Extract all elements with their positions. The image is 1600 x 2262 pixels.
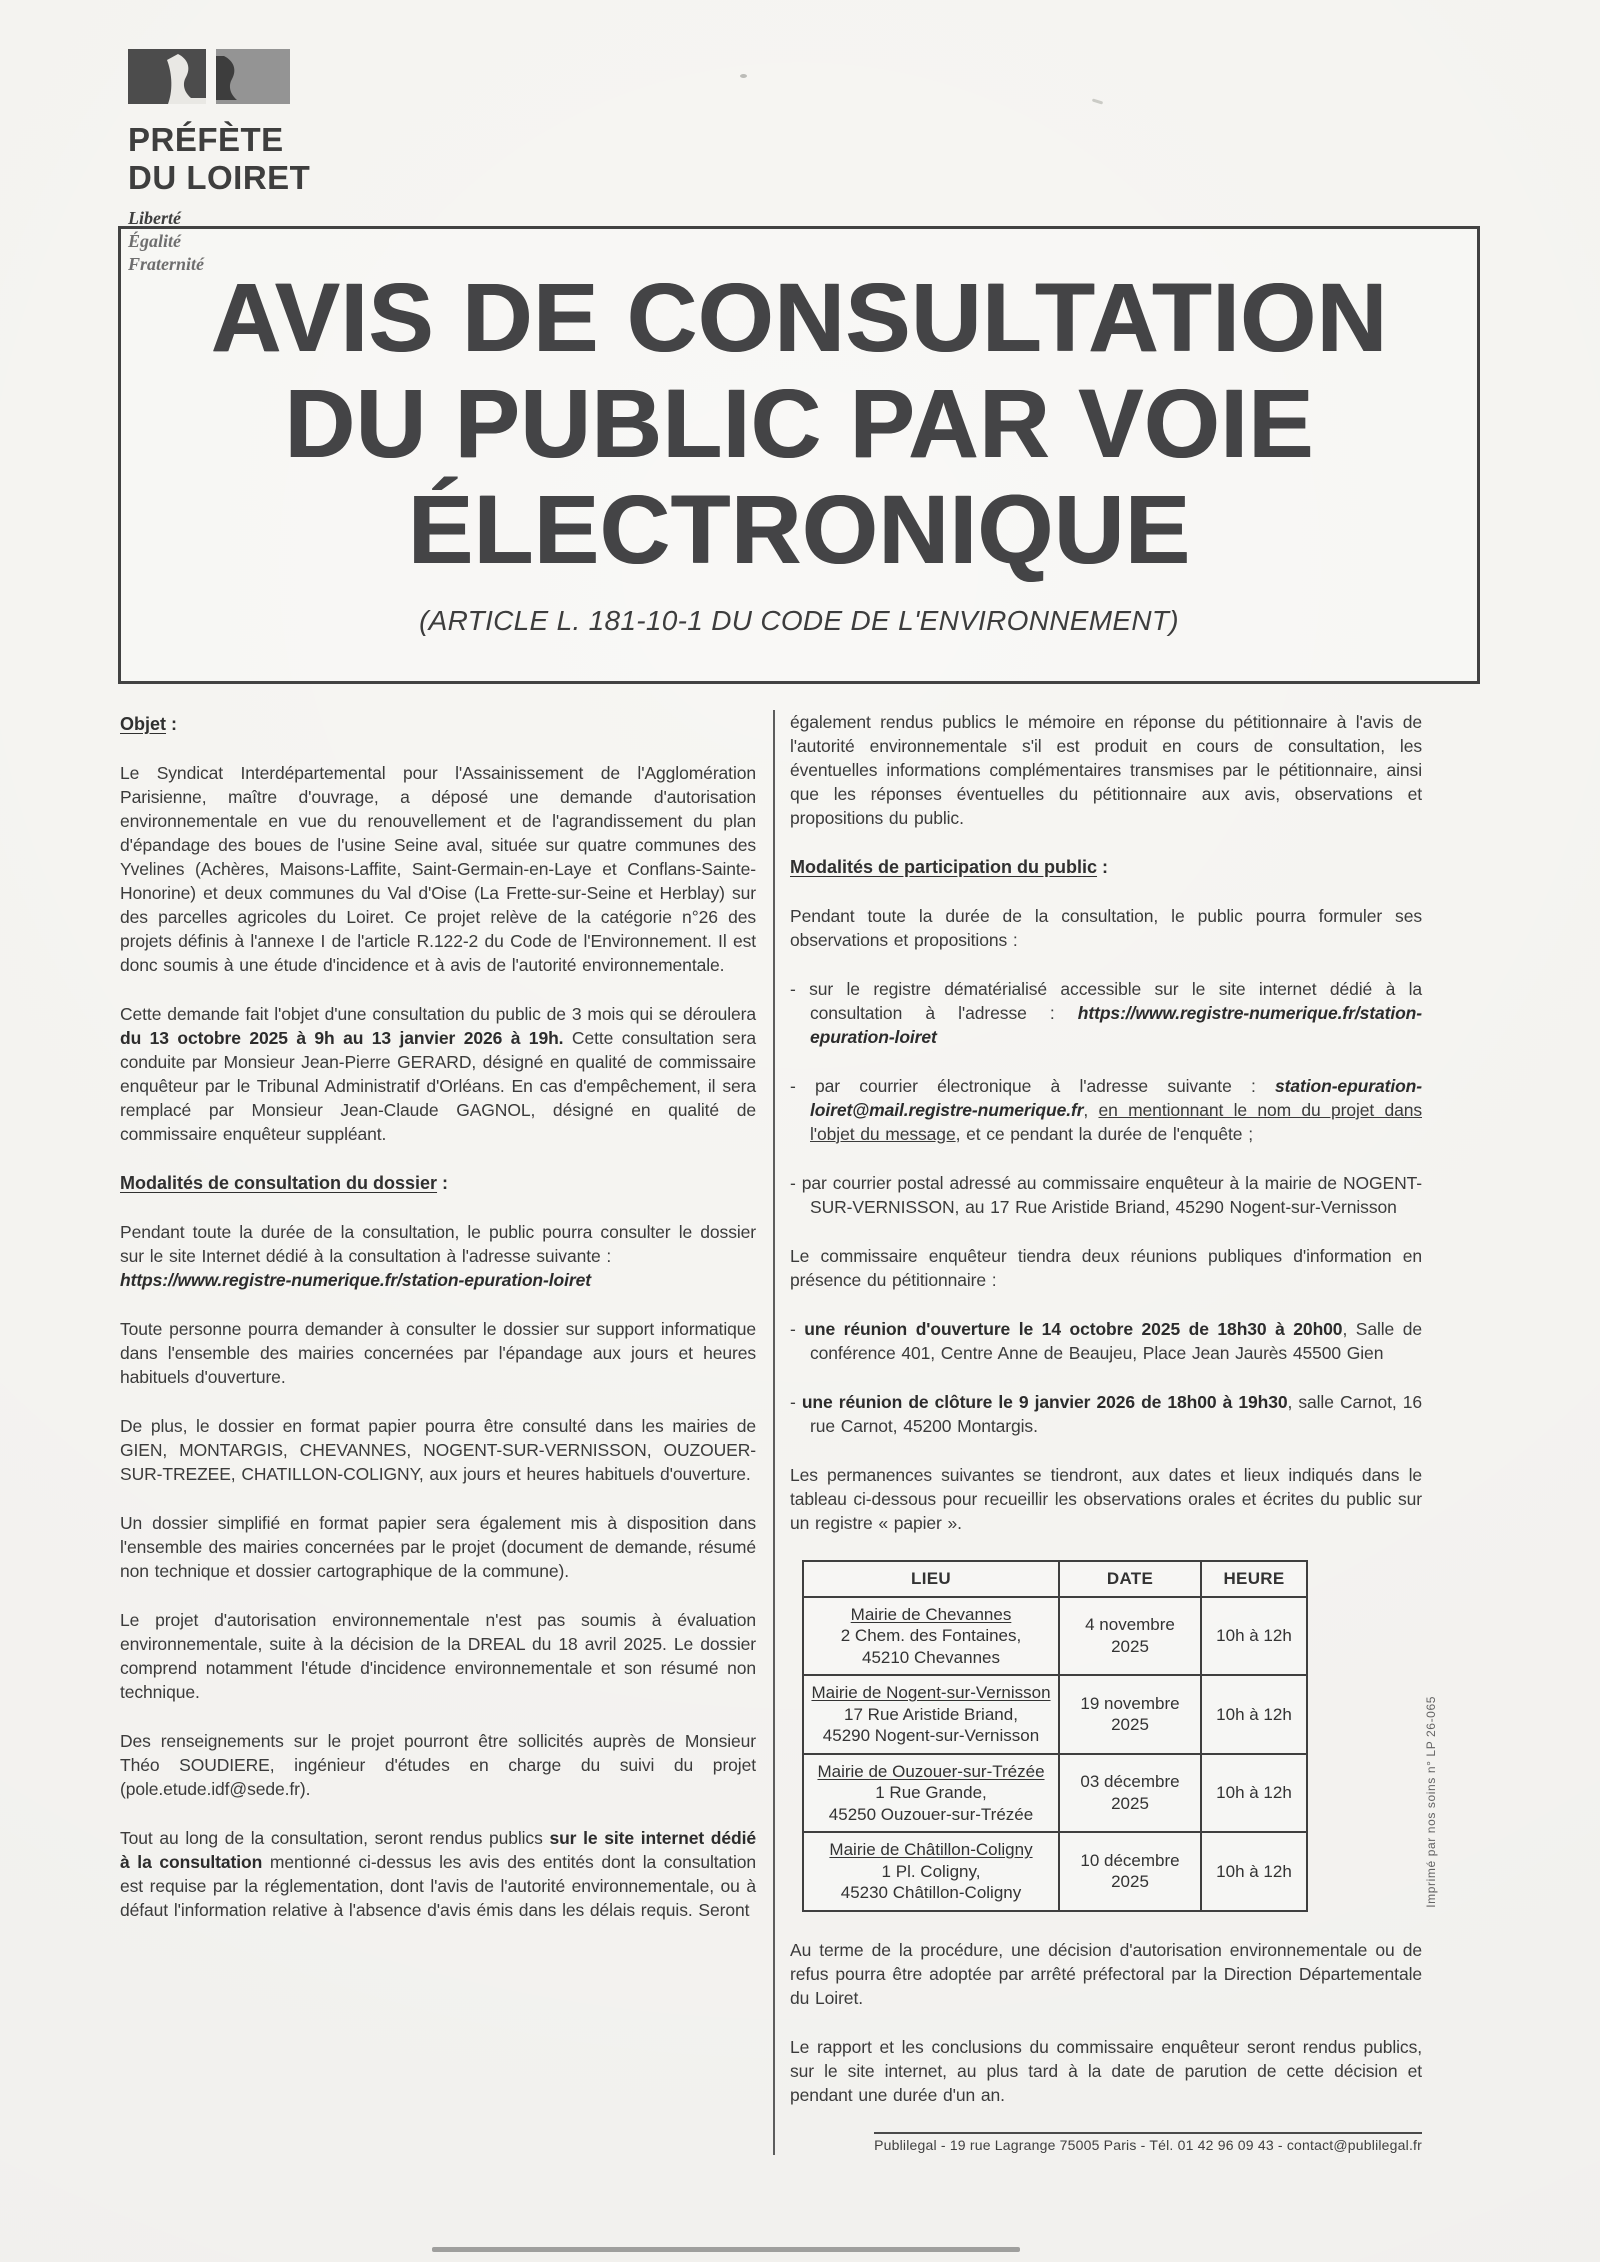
right-column xyxy=(773,710,1422,2155)
scan-artifact-speck xyxy=(1092,98,1103,104)
notice-title xyxy=(121,265,1477,583)
section-heading-modalites-dossier: Modalités de consultation du dossier : xyxy=(120,1173,449,1193)
table-header-lieu: LIEU xyxy=(803,1561,1059,1597)
participation-email-address: station-epuration-loiret@mail.registre-numerique.fr xyxy=(810,1076,1422,1120)
table-cell-date: 19 novembre 2025 xyxy=(1059,1675,1201,1754)
table-cell-heure: 10h à 12h xyxy=(1201,1675,1307,1754)
paragraph-permanences-intro: Les permanences suivantes se tiendront, aux dates et lieux indiqués dans le tableau ci-dessous pour recueillir les observations orales et écrites du public sur un registre « papier ». xyxy=(790,1465,1422,1533)
table-cell-lieu: Mairie de Châtillon-Coligny 1 Pl. Coligny, 45230 Châtillon-Coligny xyxy=(803,1832,1059,1911)
table-row xyxy=(803,1597,1307,1676)
paragraph-objet-description: Le Syndicat Interdépartemental pour l'Assainissement de l'Agglomération Parisienne, maître d'ouvrage, a déposé une demande d'autorisation environnementale en vue du renouvellement et de l'agrandissement du plan d'épandage des boues de l'usine Seine aval, située sur quatre communes des Yvelines (Achères, Maisons-Laffite, Saint-Germain-en-Laye et Conflans-Sainte-Honorine) et deux communes du Val d'Oise (La Frette-sur-Seine et Herblay) sur des parcelles agricoles du Loiret. Ce projet relève de la catégorie n°26 des projets définis à l'annexe I de l'article R.122-2 du Code de l'Environnement. Il est donc soumis à une étude d'incidence et à avis de l'autorité environnementale. xyxy=(120,763,756,975)
table-row xyxy=(803,1832,1307,1911)
table-row xyxy=(803,1675,1307,1754)
table-cell-date: 03 décembre 2025 xyxy=(1059,1754,1201,1833)
table-cell-date: 10 décembre 2025 xyxy=(1059,1832,1201,1911)
motto-liberte: Liberté xyxy=(128,208,181,228)
notice-subtitle: (ARTICLE L. 181-10-1 DU CODE DE L'ENVIRONNEMENT) xyxy=(419,605,1179,636)
marianne-logo-icon xyxy=(128,95,298,112)
consultation-period-dates: du 13 octobre 2025 à 9h au 13 janvier 2026 à 19h. xyxy=(120,1028,564,1048)
prefecture-name-line1: PRÉFÈTE xyxy=(128,121,284,158)
notice-title-line2: DU PUBLIC PAR VOIE xyxy=(284,369,1314,478)
bullet-reunion-ouverture: - une réunion d'ouverture le 14 octobre 2025 de 18h30 à 20h00, Salle de conférence 401, Centre Anne de Beaujeu, Place Jean Jaurès 45500 Gien xyxy=(790,1319,1423,1363)
paragraph-consultation-dates: Cette demande fait l'objet d'une consultation du public de 3 mois qui se déroulera du 13 octobre 2025 à 9h au 13 janvier 2026 à 19h. Cette consultation sera conduite par Monsieur Jean-Pierre GERARD, désigné en qualité de commissaire enquêteur par le Tribunal Administratif d'Orléans. En cas d'empêchement, il sera remplacé par Monsieur Jean-Claude GAGNOL, désigné en qualité de commissaire enquêteur suppléant. xyxy=(120,1004,757,1144)
paragraph-decision-dreal: Le projet d'autorisation environnementale n'est pas soumis à évaluation environnementale, suite à la décision de la DREAL du 18 avril 2025. Le dossier comprend notamment l'étude d'incidence environnementale et son résumé non technique. xyxy=(120,1610,756,1702)
table-cell-lieu: Mairie de Nogent-sur-Vernisson 17 Rue Aristide Briand, 45290 Nogent-sur-Vernisson xyxy=(803,1675,1059,1754)
paragraph-reunions-publiques: Le commissaire enquêteur tiendra deux réunions publiques d'information en présence du pétitionnaire : xyxy=(790,1246,1422,1290)
table-row xyxy=(803,1754,1307,1833)
notice-title-line3: ÉLECTRONIQUE xyxy=(407,475,1191,584)
scan-artifact-speck xyxy=(740,74,747,78)
notice-body xyxy=(120,710,1422,2155)
consultation-registry-url: https://www.registre-numerique.fr/station-epuration-loiret xyxy=(120,1270,591,1290)
left-column xyxy=(120,710,756,2155)
motto-egalite: Égalité xyxy=(128,231,181,251)
table-cell-date: 4 novembre 2025 xyxy=(1059,1597,1201,1676)
paragraph-rapport-conclusions: Le rapport et les conclusions du commissaire enquêteur seront rendus publics, sur le site internet, au plus tard à la date de parution de cette décision et pendant une durée d'un an. xyxy=(790,2036,1422,2105)
paragraph-dossier-simplifie: Un dossier simplifié en format papier sera également mis à disposition dans l'ensemble des mairies concernées par le projet (document de demande, résumé non technique et dossier cartographique de la commune). xyxy=(120,1513,756,1581)
table-cell-heure: 10h à 12h xyxy=(1201,1754,1307,1833)
section-heading-objet: Objet : xyxy=(120,714,178,734)
table-header-row xyxy=(803,1561,1307,1597)
bullet-courrier-electronique: - par courrier électronique à l'adresse suivante : station-epuration-loiret@mail.registre-numerique.fr, en mentionnant le nom du projet dans l'objet du message, et ce pendant la durée de l'enquête ; xyxy=(790,1076,1422,1144)
section-heading-participation: Modalités de participation du public : xyxy=(790,857,1109,877)
paragraph-formuler-observations: Pendant toute la durée de la consultation, le public pourra formuler ses observations et propositions : xyxy=(790,906,1422,950)
publisher-footer-line: Publilegal - 19 rue Lagrange 75005 Paris - Tél. 01 42 96 09 43 - contact@publilegal.fr xyxy=(874,2132,1422,2153)
participation-registry-url: https://www.registre-numerique.fr/station-epuration-loiret xyxy=(810,1003,1422,1047)
table-cell-heure: 10h à 12h xyxy=(1201,1832,1307,1911)
publisher-footer xyxy=(790,2132,1422,2155)
scan-artifact-bottom-bar xyxy=(432,2247,1020,2252)
table-header-date: DATE xyxy=(1059,1561,1201,1597)
paragraph-decision-finale: Au terme de la procédure, une décision d'autorisation environnementale ou de refus pourra être adoptée par arrêté préfectoral par la Direction Départementale du Loiret. xyxy=(790,1939,1422,2008)
table-header-heure: HEURE xyxy=(1201,1561,1307,1597)
table-cell-lieu: Mairie de Ouzouer-sur-Trézée 1 Rue Grande, 45250 Ouzouer-sur-Trézée xyxy=(803,1754,1059,1833)
prefecture-name xyxy=(128,121,310,197)
permanences-table xyxy=(802,1560,1308,1912)
notice-title-line1: AVIS DE CONSULTATION xyxy=(210,263,1388,372)
motto-fraternite: Fraternité xyxy=(128,254,205,274)
print-reference-side-note: Imprimé par nos soins n° LP 26-065 xyxy=(1424,1696,1438,1908)
prefecture-name-line2: DU LOIRET xyxy=(128,159,311,196)
table-cell-heure: 10h à 12h xyxy=(1201,1597,1307,1676)
paragraph-support-informatique: Toute personne pourra demander à consulter le dossier sur support informatique dans l'ensemble des mairies concernées par l'épandage aux jours et heures habituels d'ouverture. xyxy=(120,1319,756,1387)
bullet-reunion-cloture: - une réunion de clôture le 9 janvier 2026 de 18h00 à 19h30, salle Carnot, 16 rue Carnot, 45200 Montargis. xyxy=(790,1392,1422,1436)
paragraph-consultation-site: Pendant toute la durée de la consultation, le public pourra consulter le dossier sur le site Internet dédié à la consultation à l'adresse suivante : https://www.registre-numerique.fr/station-epuration-loiret xyxy=(120,1222,756,1290)
bullet-courrier-postal: - par courrier postal adressé au commissaire enquêteur à la mairie de NOGENT-SUR-VERNISSON, au 17 Rue Aristide Briand, 45290 Nogent-sur-Vernisson xyxy=(790,1173,1422,1217)
bullet-registre-dematerialise: - sur le registre dématérialisé accessible sur le site internet dédié à la consultation à l'adresse : https://www.registre-numerique.fr/station-epuration-loiret xyxy=(790,979,1422,1047)
paragraph-renseignements-contact: Des renseignements sur le projet pourront être sollicités auprès de Monsieur Théo SOUDIERE, ingénieur d'études en charge du suivi du projet (pole.etude.idf@sede.fr). xyxy=(120,1731,756,1799)
paragraph-memoire-reponse: également rendus publics le mémoire en réponse du pétitionnaire à l'avis de l'autorité environnementale s'il est produit en cours de consultation, les éventuelles informations complémentaires transmises par le pétitionnaire, ainsi que les réponses éventuelles du pétitionnaire aux avis, observations et propositions du public. xyxy=(790,712,1422,828)
paragraph-mairies-papier: De plus, le dossier en format papier pourra être consulté dans les mairies de GIEN, MONTARGIS, CHEVANNES, NOGENT-SUR-VERNISSON, OUZOUER-SUR-TREZEE, CHATILLON-COLIGNY, aux jours et heures habituels d'ouverture. xyxy=(120,1416,756,1484)
notice-title-box xyxy=(118,226,1480,684)
table-cell-lieu: Mairie de Chevannes 2 Chem. des Fontaines, 45210 Chevannes xyxy=(803,1597,1059,1676)
paragraph-avis-rendus-publics: Tout au long de la consultation, seront rendus publics sur le site internet dédié à la consultation mentionné ci-dessus les avis des entités dont la consultation est requise par la réglementation, dont l'avis de l'autorité environnementale, ou à défaut l'information relative à l'absence d'avis émis dans les délais requis. Seront xyxy=(120,1828,756,1920)
